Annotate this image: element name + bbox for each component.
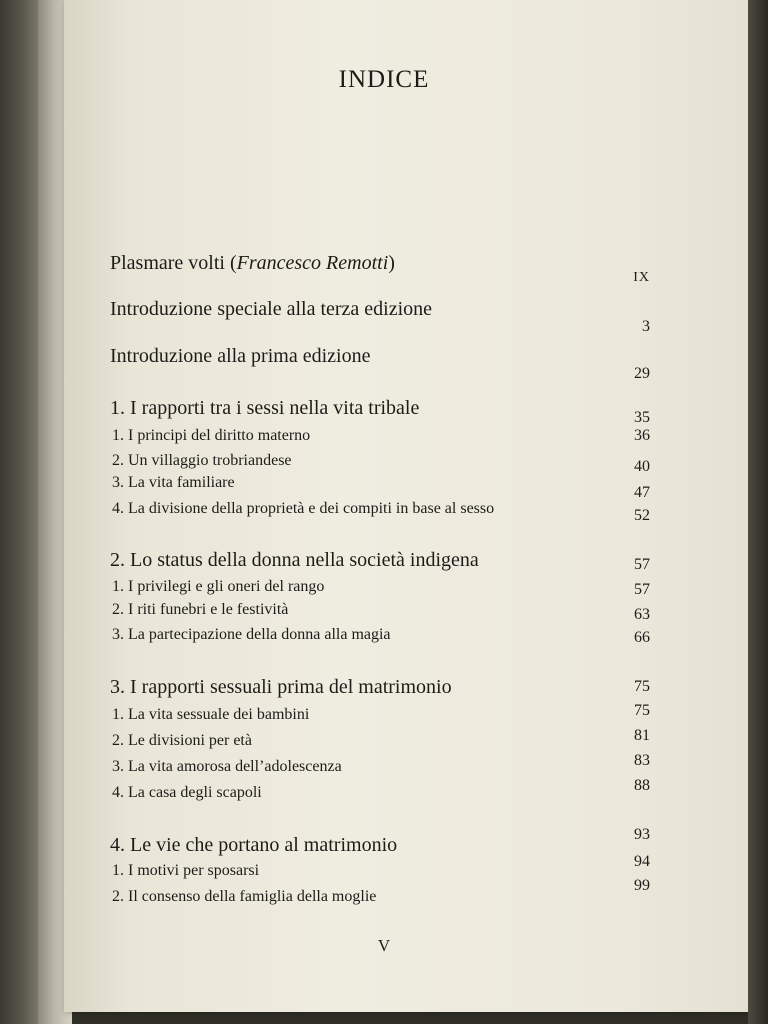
- section-page-number: 66: [634, 629, 650, 646]
- toc-chapter-4: [110, 826, 650, 857]
- section-label: 1. La vita sessuale dei bambini: [112, 706, 310, 723]
- section-page-number: 40: [634, 458, 650, 475]
- section-label: 3. La vita amorosa dell’adolescenza: [112, 758, 342, 775]
- toc-section: [110, 578, 650, 596]
- toc-section: [110, 727, 650, 750]
- chapter-title: 2. Lo status della donna nella società indigena: [110, 549, 479, 571]
- toc-section: [110, 853, 650, 880]
- section-label: 2. Il consenso della famiglia della moglie: [112, 888, 377, 905]
- toc-section: [110, 626, 650, 644]
- toc-section: [110, 452, 650, 475]
- chapter-title: 4. Le vie che portano al matrimonio: [110, 834, 398, 856]
- section-page-number: 88: [634, 777, 650, 794]
- section-label: 1. I motivi per sposarsi: [112, 862, 260, 879]
- section-label: 2. Le divisioni per età: [112, 732, 252, 749]
- chapter-page-number: 93: [634, 826, 650, 843]
- section-page-number: 99: [634, 877, 650, 894]
- toc-chapter-3: [110, 676, 650, 699]
- toc-section: [110, 474, 650, 501]
- section-label: 3. La partecipazione della donna alla magia: [112, 626, 391, 643]
- entry-label-prefix: Plasmare volti (: [110, 252, 237, 274]
- section-page-number: 81: [634, 727, 650, 744]
- section-label: 1. I privilegi e gli oneri del rango: [112, 578, 325, 595]
- section-page-number: 83: [634, 752, 650, 769]
- entry-label: Introduzione speciale alla terza edizione: [110, 298, 433, 320]
- entry-author: Francesco Remotti: [236, 252, 389, 274]
- section-label: 3. La vita familiare: [112, 474, 235, 491]
- section-page-number: 94: [634, 853, 650, 870]
- section-page-number: 47: [634, 484, 650, 501]
- section-page-number: 63: [634, 606, 650, 623]
- entry-page-number: 29: [634, 365, 650, 382]
- toc-section: [110, 427, 650, 445]
- section-label: 2. Un villaggio trobriandese: [112, 452, 292, 469]
- chapter-title: 1. I rapporti tra i sessi nella vita tribale: [110, 397, 420, 419]
- section-label: 2. I riti funebri e le festività: [112, 601, 289, 618]
- entry-label: Introduzione alla prima edizione: [110, 345, 371, 367]
- page-folio: V: [377, 936, 391, 955]
- toc-entry-intro-first: [110, 345, 650, 382]
- entry-label-suffix: ): [388, 252, 395, 274]
- chapter-page-number: 75: [634, 678, 650, 695]
- entry-page-number: 3: [642, 318, 650, 335]
- toc-section: [110, 601, 650, 623]
- page-title: INDICE: [338, 66, 430, 93]
- entry-page-number: IX: [633, 270, 650, 285]
- section-page-number: 52: [634, 507, 650, 524]
- section-page-number: 36: [634, 427, 650, 444]
- toc-chapter-2: [110, 549, 650, 572]
- section-label: 4. La divisione della proprietà e dei compiti in base al sesso: [112, 500, 495, 517]
- chapter-page-number: 35: [634, 409, 650, 426]
- section-label: 4. La casa degli scapoli: [112, 784, 262, 801]
- toc-chapter-1: [110, 397, 650, 426]
- toc-entry-intro-third: [110, 298, 650, 335]
- toc-section: [110, 500, 650, 524]
- toc-section: [110, 752, 650, 776]
- toc-section: [110, 702, 650, 724]
- toc-section: [110, 877, 650, 906]
- section-label: 1. I principi del diritto materno: [112, 427, 311, 444]
- toc-section: [110, 777, 650, 802]
- chapter-page-number: 57: [634, 556, 650, 573]
- chapter-title: 3. I rapporti sessuali prima del matrimonio: [110, 676, 452, 698]
- toc-entry-preface: [110, 252, 650, 285]
- section-page-number: 57: [634, 581, 650, 598]
- section-page-number: 75: [634, 702, 650, 719]
